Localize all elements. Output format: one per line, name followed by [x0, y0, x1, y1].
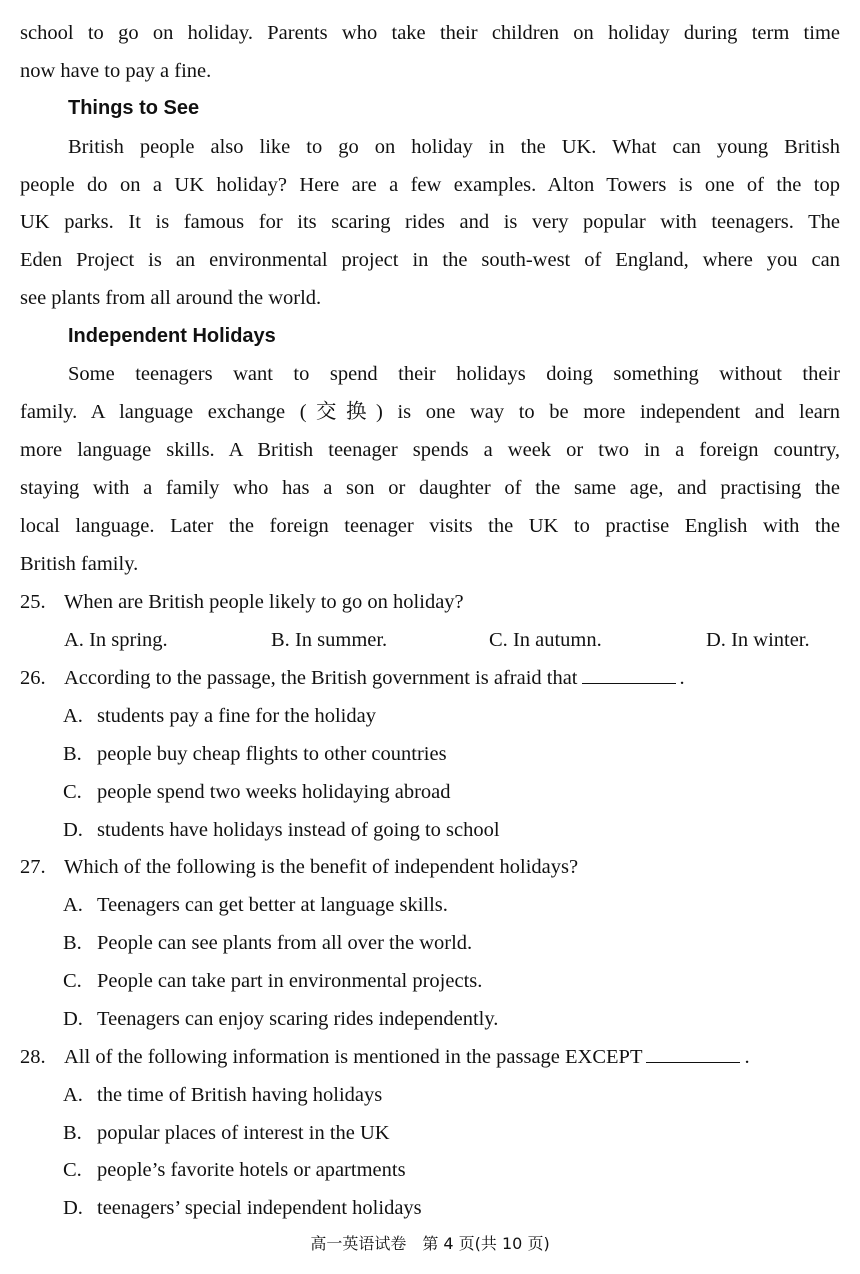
passage-line: more language skills. A British teenager spends a week or two in a foreign country,: [20, 439, 840, 461]
option-letter: D.: [706, 629, 726, 651]
option-text: people buy cheap flights to other countries: [97, 743, 447, 765]
option-text: In spring.: [89, 629, 168, 651]
question-text-wrapper: [64, 1038, 750, 1076]
option-text: students have holidays instead of going to school: [97, 819, 500, 841]
question-text-wrapper: [64, 659, 685, 697]
option-text: Teenagers can get better at language skills.: [97, 894, 448, 916]
passage-line: British family.: [20, 553, 139, 575]
passage-line: Some teenagers want to spend their holidays doing something without their: [68, 363, 840, 385]
answer-option[interactable]: [271, 621, 387, 659]
option-letter: C.: [63, 1159, 82, 1181]
option-letter: C.: [63, 970, 82, 992]
question-end: .: [679, 667, 685, 689]
answer-option[interactable]: [63, 886, 448, 924]
option-letter: A.: [63, 894, 83, 916]
answer-option[interactable]: [63, 1189, 422, 1227]
question-text: According to the passage, the British government is afraid that: [64, 667, 578, 689]
option-letter: A.: [63, 705, 83, 727]
option-letter: D.: [63, 1197, 83, 1219]
option-letter: A.: [64, 629, 84, 651]
option-letter: C.: [489, 629, 508, 651]
passage-line: British people also like to go on holiday in the UK. What can young British: [68, 136, 840, 158]
passage-line: see plants from all around the world.: [20, 287, 322, 309]
option-text: people’s favorite hotels or apartments: [97, 1159, 406, 1181]
option-letter: B.: [63, 1122, 82, 1144]
answer-option[interactable]: [63, 962, 482, 1000]
option-text: In winter.: [731, 629, 810, 651]
answer-option[interactable]: [489, 621, 602, 659]
answer-option[interactable]: [63, 1114, 390, 1152]
question-number: 25.: [20, 591, 46, 613]
option-letter: B.: [63, 743, 82, 765]
passage-line: school to go on holiday. Parents who take their children on holiday during term time: [20, 22, 840, 44]
option-letter: D.: [63, 819, 83, 841]
answer-blank[interactable]: [646, 1044, 740, 1063]
page-footer: 高一英语试卷 第 4 页(共 10 页): [310, 1234, 550, 1253]
option-text: People can see plants from all over the world.: [97, 932, 473, 954]
option-text: Teenagers can enjoy scaring rides independently.: [97, 1008, 499, 1030]
question-number: 26.: [20, 667, 46, 689]
answer-option[interactable]: [63, 773, 451, 811]
option-letter: D.: [63, 1008, 83, 1030]
answer-option[interactable]: [706, 621, 810, 659]
section-heading-things-to-see: Things to See: [68, 97, 200, 119]
option-text: In summer.: [294, 629, 388, 651]
question-end: .: [744, 1046, 750, 1068]
passage-line: family. A language exchange (交换) is one way to be more independent and learn: [20, 401, 840, 423]
option-letter: A.: [63, 1084, 83, 1106]
passage-line: staying with a family who has a son or daughter of the same age, and practising the: [20, 477, 840, 499]
question-text: Which of the following is the benefit of independent holidays?: [64, 856, 579, 878]
answer-blank[interactable]: [582, 665, 676, 684]
option-text: In autumn.: [512, 629, 602, 651]
answer-option[interactable]: [63, 924, 472, 962]
option-text: the time of British having holidays: [97, 1084, 383, 1106]
question-number: 27.: [20, 856, 46, 878]
passage-line: UK parks. It is famous for its scaring rides and is very popular with teenagers. The: [20, 211, 840, 233]
answer-option[interactable]: [64, 621, 168, 659]
option-text: People can take part in environmental projects.: [97, 970, 483, 992]
option-text: popular places of interest in the UK: [97, 1122, 390, 1144]
answer-option[interactable]: [63, 1000, 498, 1038]
question-text: When are British people likely to go on holiday?: [64, 591, 464, 613]
answer-option[interactable]: [63, 735, 447, 773]
answer-option[interactable]: [63, 1151, 406, 1189]
passage-line: local language. Later the foreign teenager visits the UK to practise English with the: [20, 515, 840, 537]
answer-option[interactable]: [63, 1076, 382, 1114]
option-text: students pay a fine for the holiday: [97, 705, 376, 727]
option-letter: B.: [63, 932, 82, 954]
question-text: All of the following information is mentioned in the passage EXCEPT: [64, 1046, 643, 1068]
option-letter: C.: [63, 781, 82, 803]
option-text: people spend two weeks holidaying abroad: [97, 781, 451, 803]
answer-option[interactable]: [63, 811, 500, 849]
option-letter: B.: [271, 629, 290, 651]
answer-option[interactable]: [63, 697, 376, 735]
passage-line: people do on a UK holiday? Here are a few examples. Alton Towers is one of the top: [20, 174, 840, 196]
question-number: 28.: [20, 1046, 46, 1068]
section-heading-independent-holidays: Independent Holidays: [68, 325, 276, 347]
passage-line: now have to pay a fine.: [20, 60, 212, 82]
passage-line: Eden Project is an environmental project in the south-west of England, where you can: [20, 249, 840, 271]
option-text: teenagers’ special independent holidays: [97, 1197, 422, 1219]
